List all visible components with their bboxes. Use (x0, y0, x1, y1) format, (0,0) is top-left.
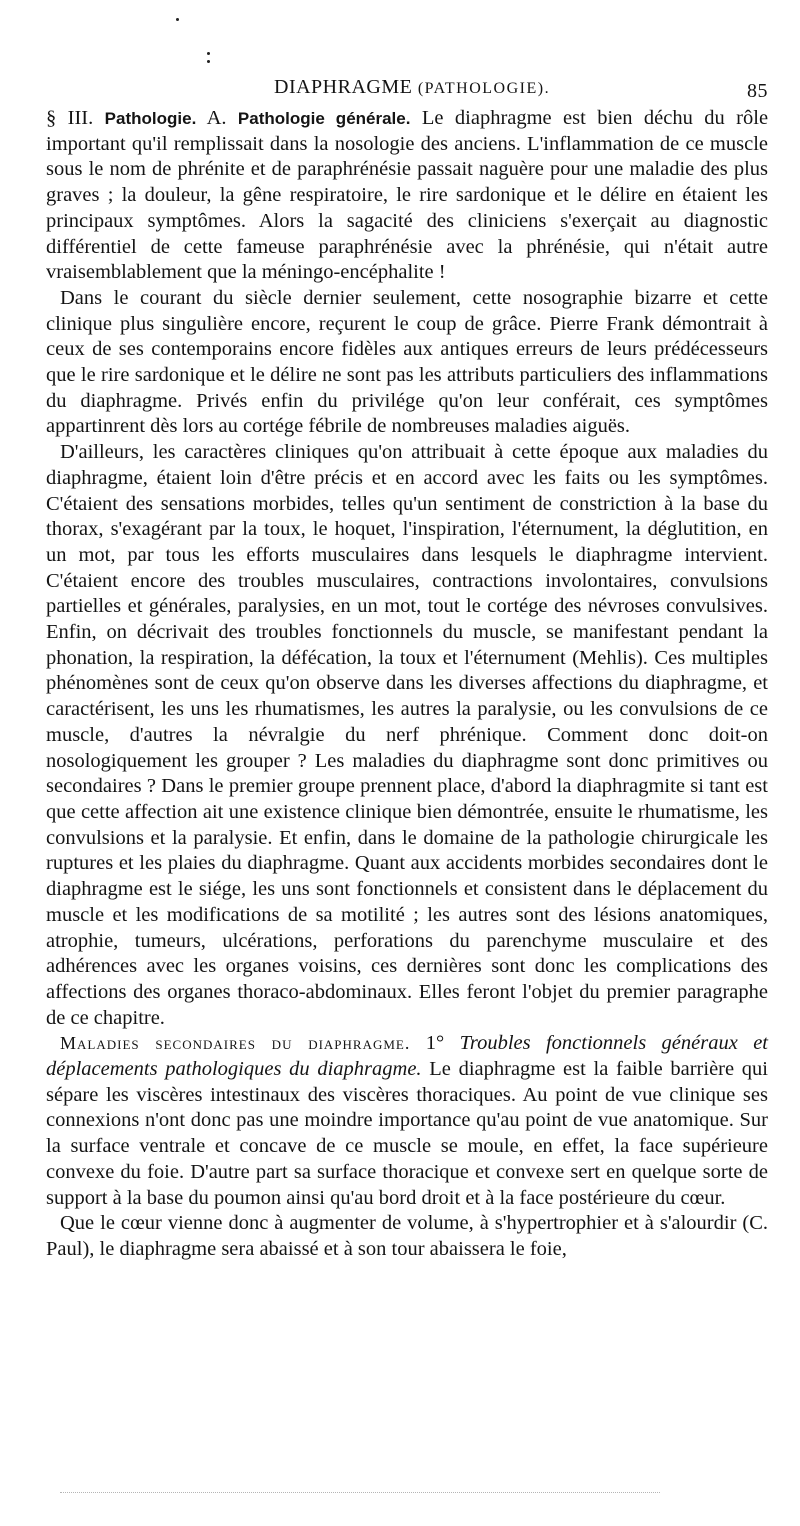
document-page (46, 70, 768, 1263)
subsection-letter: A. (206, 107, 227, 129)
stray-mark (207, 52, 210, 55)
page-title-main: DIAPHRAGME (274, 76, 413, 98)
stray-mark (207, 60, 210, 63)
paragraph: D'ailleurs, les caractères cliniques qu'on attribuait à cette époque aux maladies du diaphragme, étaient loin d'être précis et en accord avec les faits ou les symptômes. C'étaient des sensations morbides, telles qu'un sentiment de constriction à la base du thorax, s'exagérant par la toux, le hoquet, l'inspiration, l'éternument, la déglutition, en un mot, par tous les efforts musculaires dans lesquels le diaphragme intervient. C'étaient encore des troubles musculaires, contractions involontaires, convulsions partielles et générales, paralysies, en un mot, tout le cortége des névroses convulsives. Enfin, on décrivait des troubles fonctionnels du muscle, se manifestant pendant la phonation, la respiration, la défécation, la toux et l'éternument (Mehlis). Ces multiples phénomènes sont de ceux qu'on observe dans les diverses affections du diaphragme, et caractérisent, les uns les rhumatismes, les autres la paralysie, ou les convulsions de ce muscle, d'autres la névralgie du nerf phrénique. Comment donc doit-on nosologiquement les grouper ? Les maladies du diaphragme sont donc primitives ou secondaires ? Dans le premier groupe prennent place, d'abord la diaphragmite si tant est que cette affection ait une existence clinique bien démontrée, ensuite le rhumatisme, les convulsions et la paralysie. Et enfin, dans le domaine de la pathologie chirurgicale les ruptures et les plaies du diaphragme. Quant aux accidents morbides secondaires dont le diaphragme est le siége, les uns sont fonctionnels et consistent dans le déplacement du muscle et les modifications de sa motilité ; les autres sont des lésions anatomiques, atrophie, tumeurs, ulcérations, perforations du parenchyme musculaire et des adhérences avec les organes voisins, ces dernières sont donc les complications des affections des organes thoraco-abdominaux. Elles feront l'objet du premier paragraphe de ce chapitre. (46, 441, 768, 1029)
subsection-number: 1° (425, 1032, 445, 1055)
subsection-heading: Pathologie générale. (237, 109, 411, 128)
body-text (46, 106, 768, 1263)
stray-mark (176, 18, 179, 21)
page-title (274, 76, 550, 99)
paragraph: Dans le courant du siècle dernier seulement, cette nosographie bizarre et cette clinique plus singulière encore, reçurent le coup de grâce. Pierre Frank démontrait à ceux de ses contemporains encore fidèles aux antiques erreurs de leurs prédécesseurs que le rire sardonique et le délire ne sont pas les attributs particuliers des inflammations du diaphragme. Privés enfin du privilége qu'on leur conférait, ces symptômes appartinrent dès lors au cortége fébrile de nombreuses maladies aiguës. (46, 286, 768, 438)
section-heading: Pathologie. (104, 109, 197, 128)
section-number: § III. (46, 107, 94, 129)
secondary-diseases-text: Le diaphragme est la faible barrière qui sépare les viscères intestinaux des viscères thoraciques. Au point de vue clinique ses connexions n'ont donc pas une moindre importance qu'au point de vue anatomique. Sur la surface ventrale et concave de ce muscle se moule, en effet, la face supérieure convexe du foie. D'autre part sa surface thoracique et convexe sert en quelque sorte de support à la base du poumon ainsi qu'au bord droit et à la face postérieure du cœur. (46, 1058, 768, 1209)
bottom-margin-specks (60, 1492, 660, 1497)
secondary-diseases-paragraph (46, 1031, 768, 1211)
subsection-italic-title: Troubles fonctionnels généraux et déplacements pathologiques du diaphragme. (46, 1032, 768, 1081)
paragraph: Que le cœur vienne donc à augmenter de volume, à s'hypertrophier et à s'alourdir (C. Paul), le diaphragme sera abaissé et à son tour abaissera le foie, (46, 1212, 768, 1260)
running-head (46, 70, 768, 106)
secondary-diseases-label: Maladies secondaires du diaphragme. (60, 1033, 411, 1054)
section-intro-paragraph (46, 106, 768, 286)
page-title-subtitle: (PATHOLOGIE). (417, 80, 551, 97)
page-number: 85 (747, 80, 768, 102)
section-intro-text: Le diaphragme est bien déchu du rôle important qu'il remplissait dans la nosologie des anciens. L'inflammation de ce muscle sous le nom de phrénite et de paraphrénésie passait naguère pour une maladie des plus graves ; la douleur, la gêne respiratoire, le rire sardonique et le délire en étaient les principaux symptômes. Alors la sagacité des cliniciens s'exerçait au diagnostic différentiel de cette fameuse paraphrénésie avec la phrénésie, qui n'était autre vraisemblablement que la méningo-encéphalite ! (46, 107, 769, 284)
